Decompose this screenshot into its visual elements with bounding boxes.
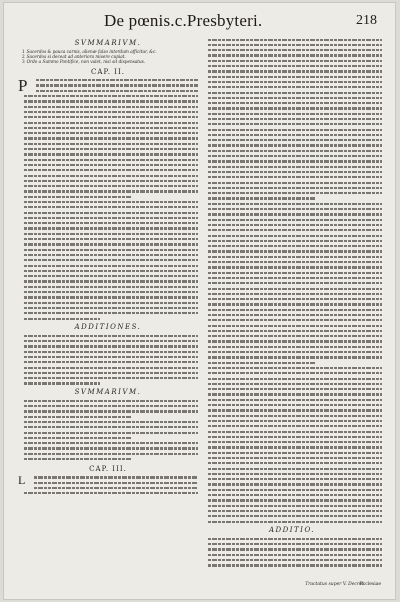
chapter-text-2 — [18, 472, 198, 496]
summary-item: 2 Sacerdos si deceat ad anteriora misere cupiat. — [22, 54, 126, 60]
chapter-title: CAP. II. — [91, 67, 125, 76]
chapter-text — [18, 75, 198, 322]
text-line — [18, 491, 198, 496]
additiones-text-block — [18, 333, 198, 386]
summarium-title: SVMMARIVM. — [74, 39, 142, 47]
body-text-block-2 — [18, 472, 198, 496]
summarium-title-2: SVMMARIVM. — [74, 388, 142, 397]
summary-list — [18, 49, 198, 65]
running-head: De pœnis.c.Presbyteri. — [104, 11, 263, 30]
summary-item: 3 Ordo a Summo Pontifice, non valet, nisi sit dispensatus. — [22, 59, 146, 65]
book-page — [4, 3, 395, 599]
additio-title: ADDITIO. — [268, 526, 316, 535]
drop-cap-2: L — [18, 472, 26, 487]
chapter-title-2: CAP. III. — [89, 464, 127, 473]
body-text-block-right — [202, 37, 382, 524]
page-header — [4, 11, 395, 31]
text-line — [18, 381, 198, 386]
drop-cap: P — [18, 75, 28, 95]
additiones-title: ADDITIONES. — [74, 323, 142, 332]
left-column — [18, 37, 198, 585]
body-text-block — [18, 75, 198, 322]
additio-text-block — [202, 536, 382, 568]
summary-item: 1 Sacerdos & pauca carnis, alienæ falso interdum afficitur, &c. — [22, 49, 157, 54]
folio-number: 218 — [356, 13, 377, 28]
summary-text-block-2 — [18, 398, 198, 462]
signature-line: Tractatus super V. Decret. — [305, 582, 365, 587]
catchword: Ecclesiae — [359, 582, 381, 587]
text-line — [202, 519, 382, 524]
text-line — [18, 457, 198, 462]
text-line — [18, 316, 198, 321]
right-column — [202, 37, 382, 585]
text-line — [202, 563, 382, 568]
